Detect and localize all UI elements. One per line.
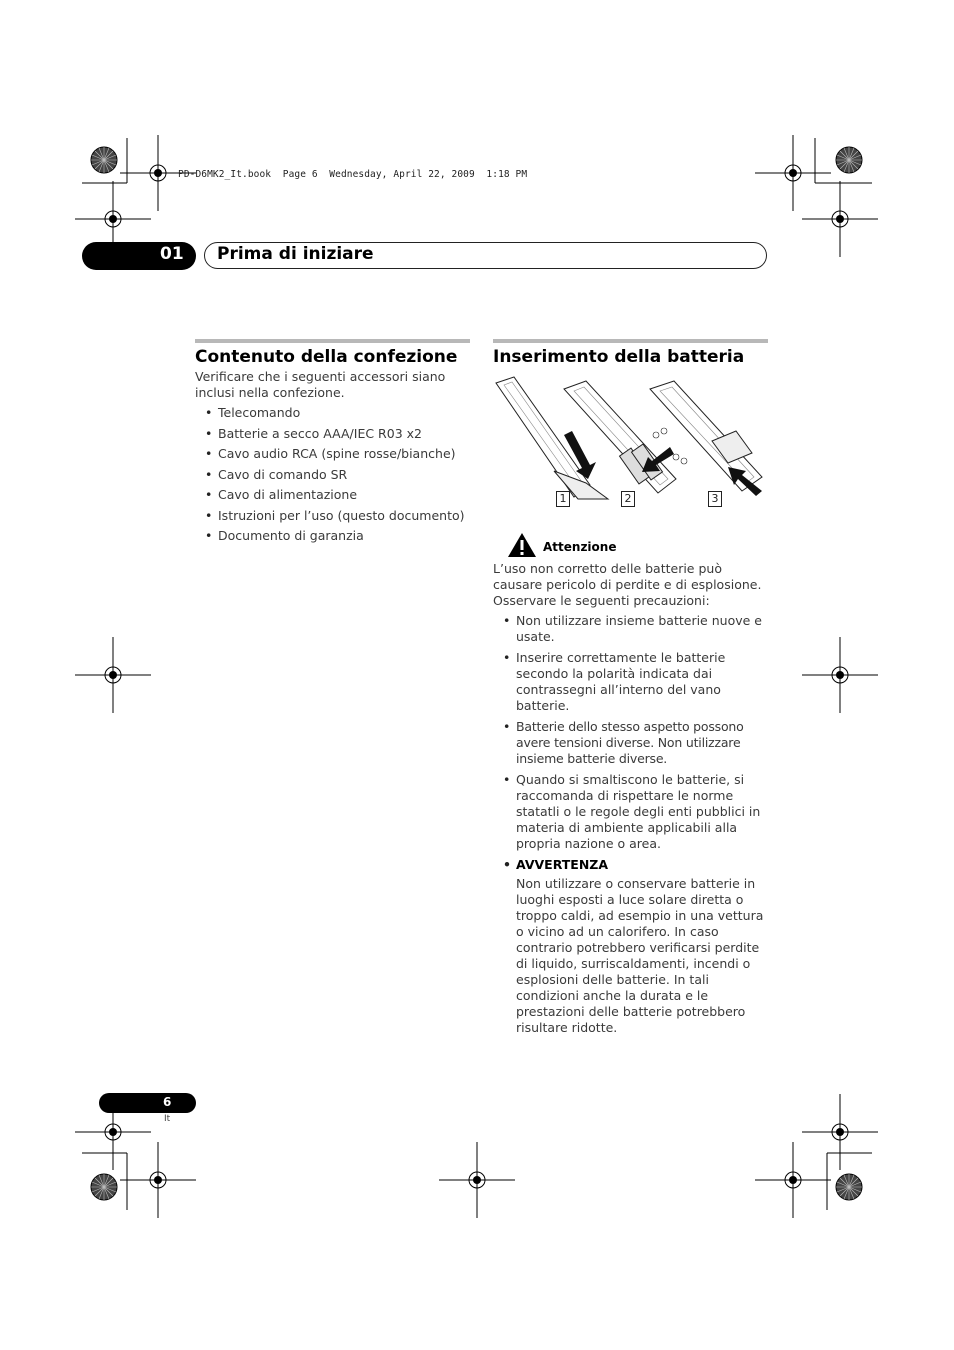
section-intro: Verificare che i seguenti accessori siano inclusi nella confezione. xyxy=(195,369,446,400)
page-number: 6 xyxy=(163,1095,172,1109)
list-item: • Batterie a secco AAA/IEC R03 x2 xyxy=(195,426,470,442)
list-item: • Inserire correttamente le batterie secondo la polarità indicata dai contrassegni all’interno del vano batterie. xyxy=(493,650,768,714)
section-title: Inserimento della batteria xyxy=(493,347,745,367)
starburst-mark-icon xyxy=(836,147,862,173)
chapter-title: Prima di iniziare xyxy=(217,244,374,264)
warning-text: Non utilizzare o conservare batterie in luoghi esposti a luce solare diretta o troppo caldi, ad esempio in una vettura o vicino ad un calorifero. In caso contrario potrebbero verificarsi perdite di liquido, surriscaldamenti, incendi o esplosioni delle batterie. In tali condizioni anche la durata e le prestazioni delle batterie potrebbero risultare ridotte. xyxy=(516,876,764,1035)
section-rule xyxy=(195,339,470,343)
step-3-label: 3 xyxy=(708,491,722,507)
warning-triangle-icon xyxy=(507,532,537,558)
section-battery-insertion xyxy=(493,339,768,368)
page-number-pill xyxy=(99,1093,196,1113)
list-item: • Non utilizzare insieme batterie nuove e usate. xyxy=(493,613,768,645)
section-title: Contenuto della confezione xyxy=(195,347,458,367)
accessories-list xyxy=(195,405,470,544)
registration-mark-icon xyxy=(802,181,878,257)
starburst-mark-icon xyxy=(836,1174,862,1200)
section-package-contents xyxy=(195,339,470,544)
registration-mark-icon xyxy=(802,1094,878,1170)
page-language: It xyxy=(164,1114,171,1124)
list-item: • Documento di garanzia xyxy=(195,528,470,544)
list-item: • Cavo di comando SR xyxy=(195,467,470,483)
registration-mark-icon xyxy=(755,135,831,211)
registration-mark-icon xyxy=(75,637,151,713)
starburst-mark-icon xyxy=(91,147,117,173)
print-info-line: PD-D6MK2_It.book Page 6 Wednesday, April 22, 2009 1:18 PM xyxy=(178,169,528,180)
registration-mark-icon xyxy=(802,637,878,713)
caution-heading xyxy=(507,532,768,558)
list-item: • Cavo di alimentazione xyxy=(195,487,470,503)
registration-mark-icon xyxy=(120,1142,196,1218)
starburst-mark-icon xyxy=(91,1174,117,1200)
caution-text: L’uso non corretto delle batterie può causare pericolo di perdite e di esplosione. Osservare le seguenti precauzioni: xyxy=(493,561,762,608)
list-item: • Istruzioni per l’uso (questo documento) xyxy=(195,508,470,524)
list-item: • Telecomando xyxy=(195,405,470,421)
caution-label: Attenzione xyxy=(543,539,617,554)
registration-mark-icon xyxy=(755,1142,831,1218)
remote-control-illustration xyxy=(490,375,780,515)
precautions-list xyxy=(493,613,768,873)
list-item: • Batterie dello stesso aspetto possono avere tensioni diverse. Non utilizzare insieme batterie diverse. xyxy=(493,719,768,767)
step-1-label: 1 xyxy=(556,491,570,507)
chapter-number: 01 xyxy=(160,244,184,264)
caution-block xyxy=(493,532,768,1036)
list-item: • Cavo audio RCA (spine rosse/bianche) xyxy=(195,446,470,462)
registration-mark-icon xyxy=(439,1142,515,1218)
section-rule xyxy=(493,339,768,343)
warning-heading: • AVVERTENZA xyxy=(493,857,768,873)
list-item: • Quando si smaltiscono le batterie, si raccomanda di rispettare le norme statatli o le regole degli enti pubblici in materia di ambiente applicabili alla propria nazione o area. xyxy=(493,772,768,852)
step-2-label: 2 xyxy=(621,491,635,507)
